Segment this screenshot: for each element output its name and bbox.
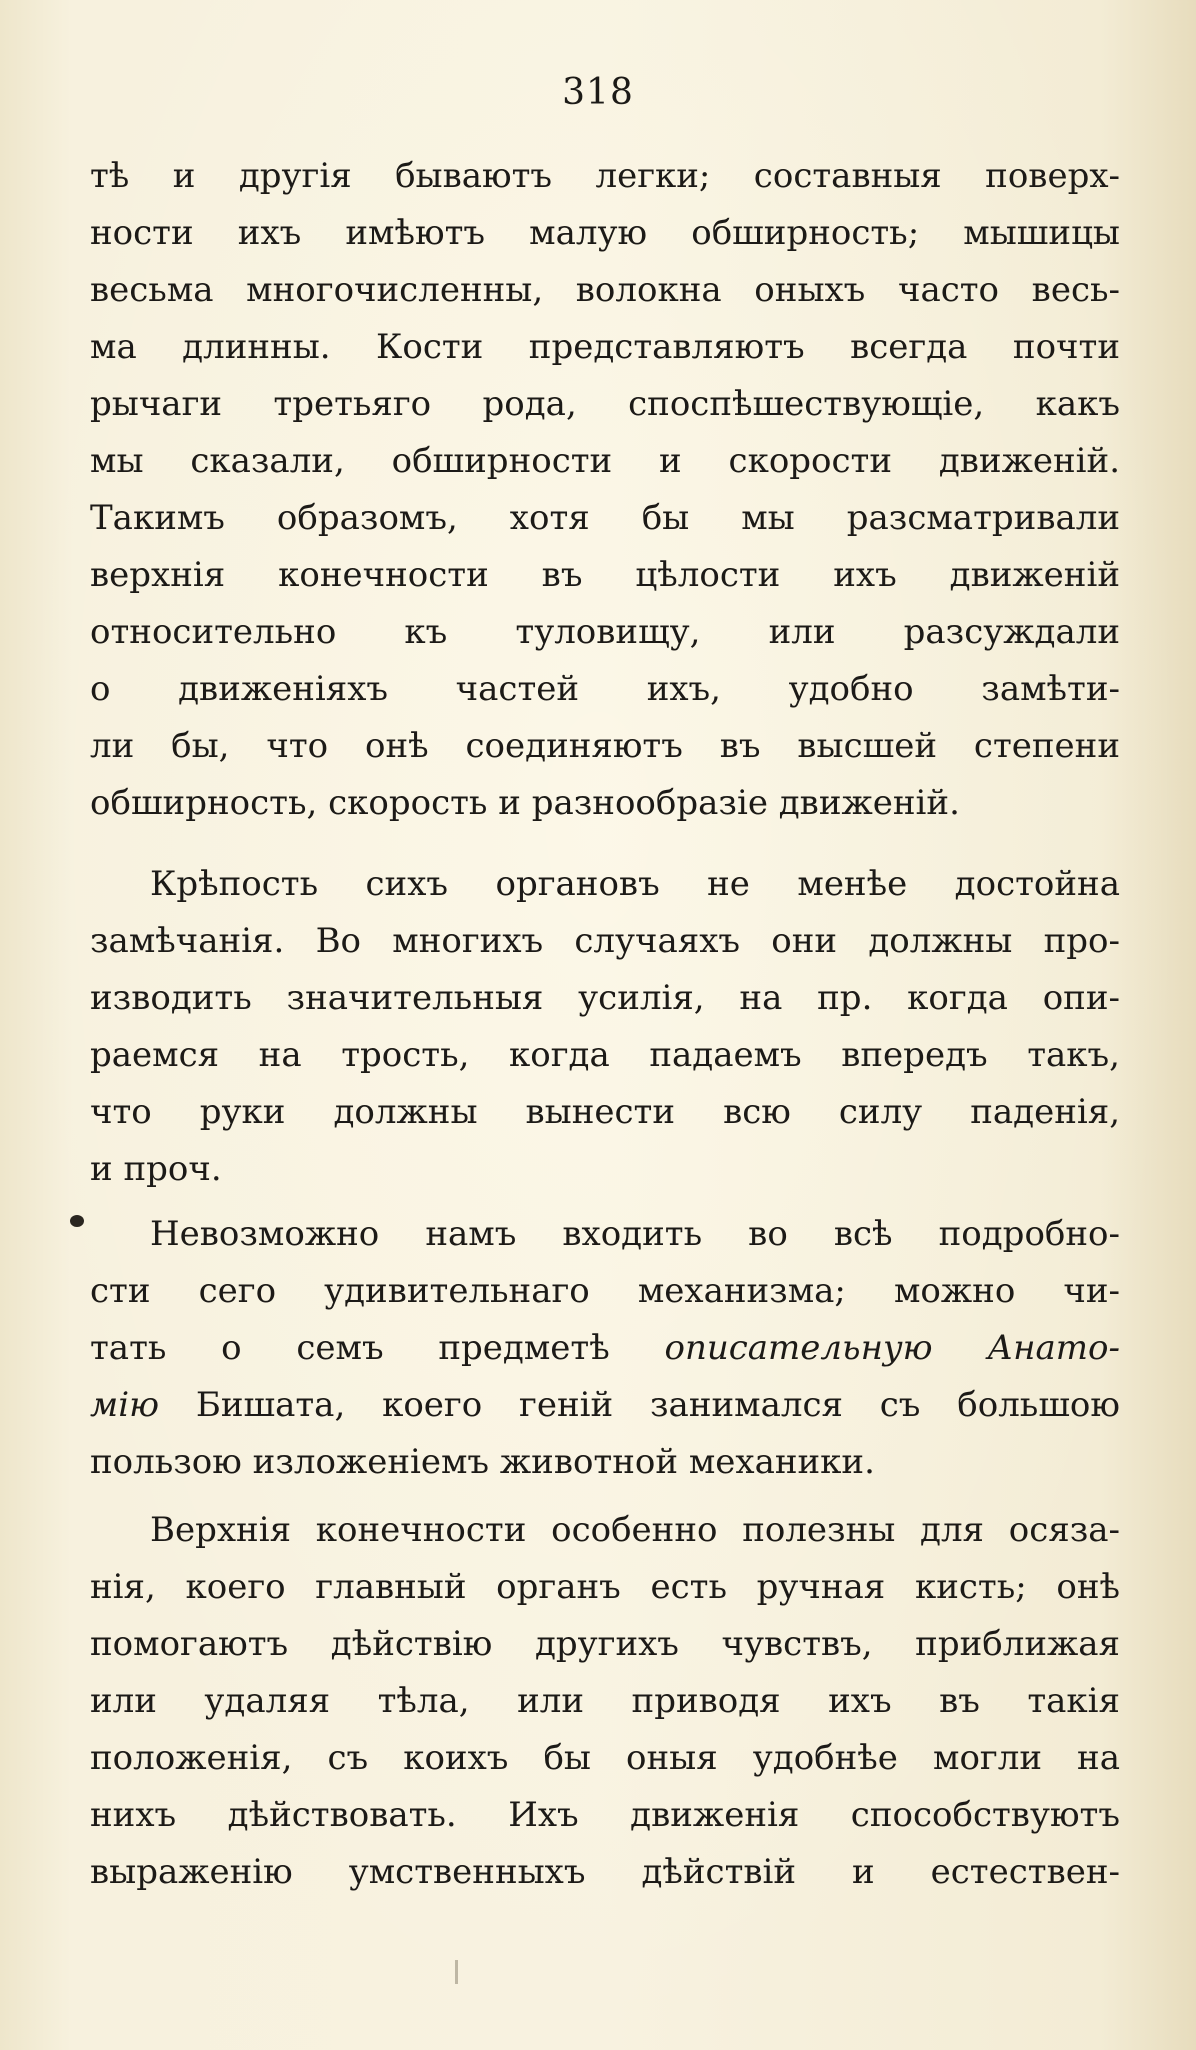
text-line: пользою изложеніемъ животной механики. (90, 1442, 875, 1482)
text-line (90, 1320, 1120, 1377)
page-number: 318 (562, 72, 634, 113)
text-line: мы сказали, обширности и скорости движеній. (90, 441, 1120, 481)
text-line: Такимъ образомъ, хотя бы мы разсматривали (90, 498, 1120, 538)
text-line: о движеніяхъ частей ихъ, удобно замѣти- (90, 669, 1120, 709)
paragraph-3 (90, 1206, 1120, 1491)
paper-mark (455, 1960, 458, 1984)
text-line: раемся на трость, когда падаемъ впередъ такъ, (90, 1035, 1120, 1075)
text-line: ма длинны. Кости представляютъ всегда почти (90, 327, 1120, 367)
ink-dot-mark (70, 1215, 84, 1227)
line-segment: тать о семъ предметѣ (90, 1328, 610, 1368)
text-line: ности ихъ имѣютъ малую обширность; мышицы (90, 213, 1120, 253)
paragraph-2 (90, 856, 1120, 1198)
text-line: помогаютъ дѣйствію другихъ чувствъ, приближая (90, 1624, 1120, 1664)
text-line: тѣ и другія бываютъ легки; составныя поверх- (90, 156, 1120, 196)
text-line: ли бы, что онѣ соединяютъ въ высшей степени (90, 726, 1120, 766)
text-line: что руки должны вынести всю силу паденія, (90, 1092, 1120, 1132)
text-line: обширность, скорость и разнообразіе движеній. (90, 783, 960, 823)
text-line: Крѣпость сихъ органовъ не менѣе достойна (150, 864, 1120, 904)
text-line: сти сего удивительнаго механизма; можно чи- (90, 1271, 1120, 1311)
text-line: Верхнія конечности особенно полезны для осяза- (150, 1510, 1120, 1550)
text-line: нихъ дѣйствовать. Ихъ движенія способствуютъ (90, 1795, 1120, 1835)
line-segment: Бишата, коего геній занимался съ большою (195, 1385, 1120, 1425)
text-line: положенія, съ коихъ бы оныя удобнѣе могли на (90, 1738, 1120, 1778)
text-line: замѣчанія. Во многихъ случаяхъ они должны про- (90, 921, 1120, 961)
text-line: рычаги третьяго рода, споспѣшествующіе, какъ (90, 384, 1120, 424)
italic-book-title: описательную Анато- (664, 1328, 1120, 1368)
paragraph-4 (90, 1502, 1120, 1901)
paragraph-1 (90, 148, 1120, 832)
text-line: относительно къ туловищу, или разсуждали (90, 612, 1120, 652)
text-line: или удаляя тѣла, или приводя ихъ въ такія (90, 1681, 1120, 1721)
text-line: выраженію умственныхъ дѣйствій и естествен- (90, 1852, 1120, 1892)
text-line: весьма многочисленны, волокна оныхъ часто весь- (90, 270, 1120, 310)
text-line: Невозможно намъ входить во всѣ подробно- (150, 1214, 1120, 1254)
text-line: и проч. (90, 1149, 222, 1189)
italic-book-title-end: мію (90, 1385, 159, 1425)
text-line: нія, коего главный органъ есть ручная кисть; онѣ (90, 1567, 1120, 1607)
text-line: верхнія конечности въ цѣлости ихъ движеній (90, 555, 1120, 595)
text-line: изводить значительныя усилія, на пр. когда опи- (90, 978, 1120, 1018)
text-line (90, 1377, 1120, 1434)
